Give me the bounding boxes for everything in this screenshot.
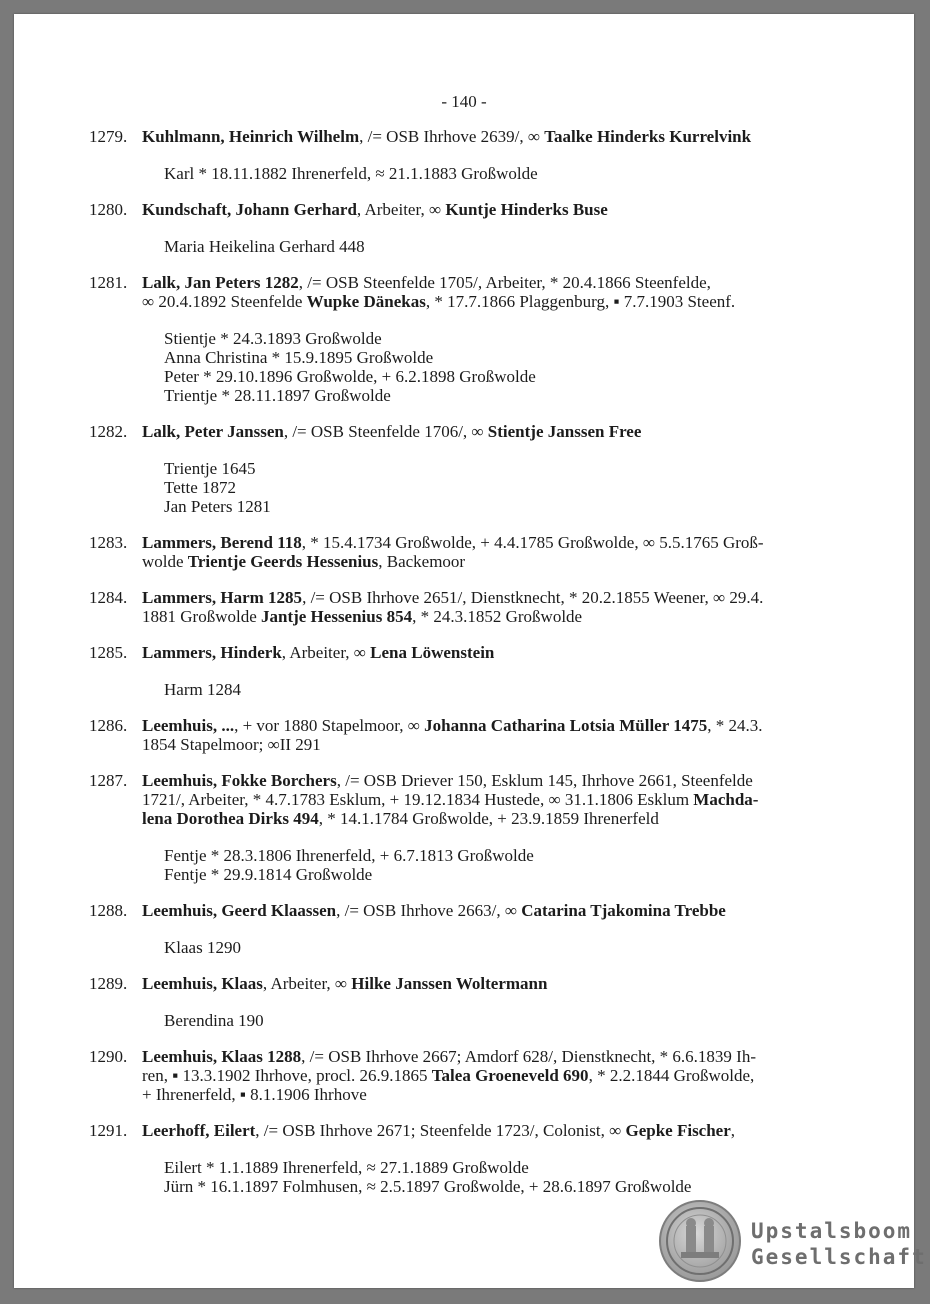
entry-line	[142, 422, 854, 441]
entry-number: 1289.	[89, 974, 128, 993]
entry-line	[142, 735, 854, 754]
entry-detail: , /= OSB Ihrhove 2671; Steenfelde 1723/, Colonist, ∞	[255, 1121, 626, 1140]
entry-detail: 1854 Stapelmoor; ∞II 291	[142, 735, 321, 754]
society-name-line1: Upstalsboom	[751, 1219, 913, 1243]
society-logo	[659, 1200, 927, 1280]
person-name: Stientje Janssen Free	[487, 422, 642, 441]
entry-number: 1291.	[89, 1121, 128, 1140]
entry	[89, 588, 854, 626]
entry-head	[89, 771, 854, 828]
entry-head	[89, 1121, 854, 1140]
children-list	[164, 1158, 854, 1196]
children-list	[164, 329, 854, 405]
child-item: Eilert * 1.1.1889 Ihrenerfeld, ≈ 27.1.1889 Großwolde	[164, 1158, 529, 1177]
entry-detail: , + vor 1880 Stapelmoor, ∞	[234, 716, 425, 735]
entry-text	[142, 127, 854, 146]
child-item: Tette 1872	[164, 478, 236, 497]
entry-text	[142, 422, 854, 441]
child-item: Anna Christina * 15.9.1895 Großwolde	[164, 348, 434, 367]
person-name: Lalk, Jan Peters 1282	[142, 273, 299, 292]
entry-line	[142, 809, 854, 828]
entry	[89, 422, 854, 516]
entry-detail: ∞ 20.4.1892 Steenfelde	[142, 292, 307, 311]
entry	[89, 716, 854, 754]
person-name: Kundschaft, Johann Gerhard	[142, 200, 357, 219]
person-name: Catarina Tjakomina Trebbe	[521, 901, 726, 920]
entry-detail: , /= OSB Driever 150, Esklum 145, Ihrhove 2661, Steenfelde	[336, 771, 753, 790]
child-item: Stientje * 24.3.1893 Großwolde	[164, 329, 382, 348]
entry-number: 1282.	[89, 422, 128, 441]
entry-list	[89, 127, 854, 1213]
person-name: Lammers, Harm 1285	[142, 588, 303, 607]
entry-text	[142, 901, 854, 920]
child-item: Fentje * 29.9.1814 Großwolde	[164, 865, 373, 884]
entry-line	[142, 588, 854, 607]
entry-number: 1286.	[89, 716, 128, 735]
entry-head	[89, 588, 854, 626]
person-name: Lena Löwenstein	[370, 643, 495, 662]
entry-line	[142, 1085, 854, 1104]
person-name: Kuntje Hinderks Buse	[445, 200, 608, 219]
entry-line	[142, 607, 854, 626]
person-name: Hilke Janssen Woltermann	[351, 974, 548, 993]
person-name: Leemhuis, Klaas	[142, 974, 263, 993]
child-item: Peter * 29.10.1896 Großwolde, + 6.2.1898 Großwolde	[164, 367, 536, 386]
entry	[89, 771, 854, 884]
entry-line	[142, 292, 854, 311]
entry-detail: , * 24.3.	[707, 716, 763, 735]
entry-line	[142, 643, 854, 662]
entry-line	[142, 552, 854, 571]
page-number: - 140 -	[441, 92, 487, 111]
person-name: Taalke Hinderks Kurrelvink	[544, 127, 752, 146]
person-name: Johanna Catharina Lotsia Müller 1475	[424, 716, 708, 735]
entry	[89, 1047, 854, 1104]
children-list	[164, 237, 854, 256]
entry-detail: ren, ▪ 13.3.1902 Ihrhove, procl. 26.9.1865	[142, 1066, 432, 1085]
entry-line	[142, 901, 854, 920]
seal-icon	[659, 1200, 741, 1282]
child-item: Jan Peters 1281	[164, 497, 271, 516]
children-list	[164, 1011, 854, 1030]
child-item: Fentje * 28.3.1806 Ihrenerfeld, + 6.7.1813 Großwolde	[164, 846, 534, 865]
person-name: Jantje Hessenius 854	[260, 607, 413, 626]
person-name: Lalk, Peter Janssen	[142, 422, 284, 441]
entry-head	[89, 127, 854, 146]
children-list	[164, 846, 854, 884]
child-item: Trientje 1645	[164, 459, 256, 478]
entry-number: 1279.	[89, 127, 128, 146]
child-item: Berendina 190	[164, 1011, 264, 1030]
entry-text	[142, 1121, 854, 1140]
entry-line	[142, 533, 854, 552]
entry-detail: , * 17.7.1866 Plaggenburg, ▪ 7.7.1903 Steenf.	[425, 292, 736, 311]
entry-detail: , * 2.2.1844 Großwolde,	[588, 1066, 755, 1085]
entry	[89, 127, 854, 183]
entry-line	[142, 273, 854, 292]
person-name: Leemhuis, Fokke Borchers	[142, 771, 337, 790]
entry	[89, 901, 854, 957]
entry-line	[142, 200, 854, 219]
entry	[89, 643, 854, 699]
entry-text	[142, 1047, 854, 1104]
entry-detail: , /= OSB Ihrhove 2639/, ∞	[359, 127, 545, 146]
children-list	[164, 938, 854, 957]
entry-head	[89, 716, 854, 754]
person-name: lena Dorothea Dirks 494	[142, 809, 319, 828]
entry-text	[142, 200, 854, 219]
entry-detail: ,	[730, 1121, 736, 1140]
entry-detail: , /= OSB Ihrhove 2663/, ∞	[336, 901, 522, 920]
entry-detail: , Arbeiter, ∞	[262, 974, 352, 993]
entry-detail: 1881 Großwolde	[142, 607, 261, 626]
entry-detail: wolde	[142, 552, 188, 571]
entry	[89, 273, 854, 405]
child-item: Jürn * 16.1.1897 Folmhusen, ≈ 2.5.1897 Großwolde, + 28.6.1897 Großwolde	[164, 1177, 692, 1196]
entry-line	[142, 716, 854, 735]
entry-head	[89, 974, 854, 993]
person-name: Kuhlmann, Heinrich Wilhelm	[142, 127, 360, 146]
entry-number: 1284.	[89, 588, 128, 607]
child-item: Harm 1284	[164, 680, 241, 699]
entry-number: 1283.	[89, 533, 128, 552]
entry-detail: + Ihrenerfeld, ▪ 8.1.1906 Ihrhove	[142, 1085, 367, 1104]
entry-number: 1281.	[89, 273, 128, 292]
children-list	[164, 459, 854, 516]
person-name: Trientje Geerds Hessenius	[187, 552, 379, 571]
entry-text	[142, 974, 854, 993]
entry-line	[142, 1047, 854, 1066]
child-item: Klaas 1290	[164, 938, 241, 957]
child-item: Trientje * 28.11.1897 Großwolde	[164, 386, 391, 405]
document-page	[14, 14, 927, 1288]
entry-line	[142, 790, 854, 809]
entry-text	[142, 533, 854, 571]
entry-number: 1288.	[89, 901, 128, 920]
person-name: Talea Groeneveld 690	[431, 1066, 589, 1085]
entry-head	[89, 533, 854, 571]
entry-text	[142, 771, 854, 828]
person-name: Leemhuis, Geerd Klaassen	[142, 901, 337, 920]
entry-number: 1287.	[89, 771, 128, 790]
entry-number: 1280.	[89, 200, 128, 219]
entry	[89, 533, 854, 571]
entry-number: 1290.	[89, 1047, 128, 1066]
entry-detail: , Arbeiter, ∞	[356, 200, 446, 219]
entry-head	[89, 643, 854, 662]
person-name: Gepke Fischer	[625, 1121, 731, 1140]
entry-detail: , /= OSB Ihrhove 2667; Amdorf 628/, Dienstknecht, * 6.6.1839 Ih-	[301, 1047, 757, 1066]
person-name: Lammers, Hinderk	[142, 643, 282, 662]
person-name: Wupke Dänekas	[306, 292, 426, 311]
entry-detail: , /= OSB Steenfelde 1705/, Arbeiter, * 20.4.1866 Steenfelde,	[298, 273, 711, 292]
entry-line	[142, 771, 854, 790]
entry-text	[142, 588, 854, 626]
entry-detail: , * 24.3.1852 Großwolde	[412, 607, 583, 626]
entry-detail: , Backemoor	[378, 552, 466, 571]
entry-detail: , Arbeiter, ∞	[281, 643, 371, 662]
entry-head	[89, 1047, 854, 1104]
person-name: Lammers, Berend 118	[142, 533, 302, 552]
entry-text	[142, 716, 854, 754]
entry-line	[142, 127, 854, 146]
entry-line	[142, 1066, 854, 1085]
entry-detail: , /= OSB Steenfelde 1706/, ∞	[283, 422, 488, 441]
child-item: Karl * 18.11.1882 Ihrenerfeld, ≈ 21.1.1883 Großwolde	[164, 164, 538, 183]
entry-head	[89, 200, 854, 219]
entry	[89, 200, 854, 256]
person-name: Machda-	[693, 790, 759, 809]
entry-head	[89, 273, 854, 311]
entry-number: 1285.	[89, 643, 128, 662]
entry-detail: , * 14.1.1784 Großwolde, + 23.9.1859 Ihrenerfeld	[318, 809, 659, 828]
society-name-line2: Gesellschaft	[751, 1245, 927, 1269]
children-list	[164, 680, 854, 699]
entry-head	[89, 901, 854, 920]
entry-detail: 1721/, Arbeiter, * 4.7.1783 Esklum, + 19.12.1834 Hustede, ∞ 31.1.1806 Esklum	[142, 790, 694, 809]
person-name: Leemhuis, ...	[142, 716, 235, 735]
entry-head	[89, 422, 854, 441]
entry	[89, 974, 854, 1030]
person-name: Leerhoff, Eilert	[142, 1121, 256, 1140]
child-item: Maria Heikelina Gerhard 448	[164, 237, 365, 256]
entry-detail: , /= OSB Ihrhove 2651/, Dienstknecht, * 20.2.1855 Weener, ∞ 29.4.	[302, 588, 764, 607]
entry-text	[142, 273, 854, 311]
entry-text	[142, 643, 854, 662]
entry-line	[142, 1121, 854, 1140]
person-name: Leemhuis, Klaas 1288	[142, 1047, 302, 1066]
entry-line	[142, 974, 854, 993]
entry-detail: , * 15.4.1734 Großwolde, + 4.4.1785 Großwolde, ∞ 5.5.1765 Groß-	[301, 533, 764, 552]
society-name	[751, 1218, 927, 1270]
children-list	[164, 164, 854, 183]
entry	[89, 1121, 854, 1196]
